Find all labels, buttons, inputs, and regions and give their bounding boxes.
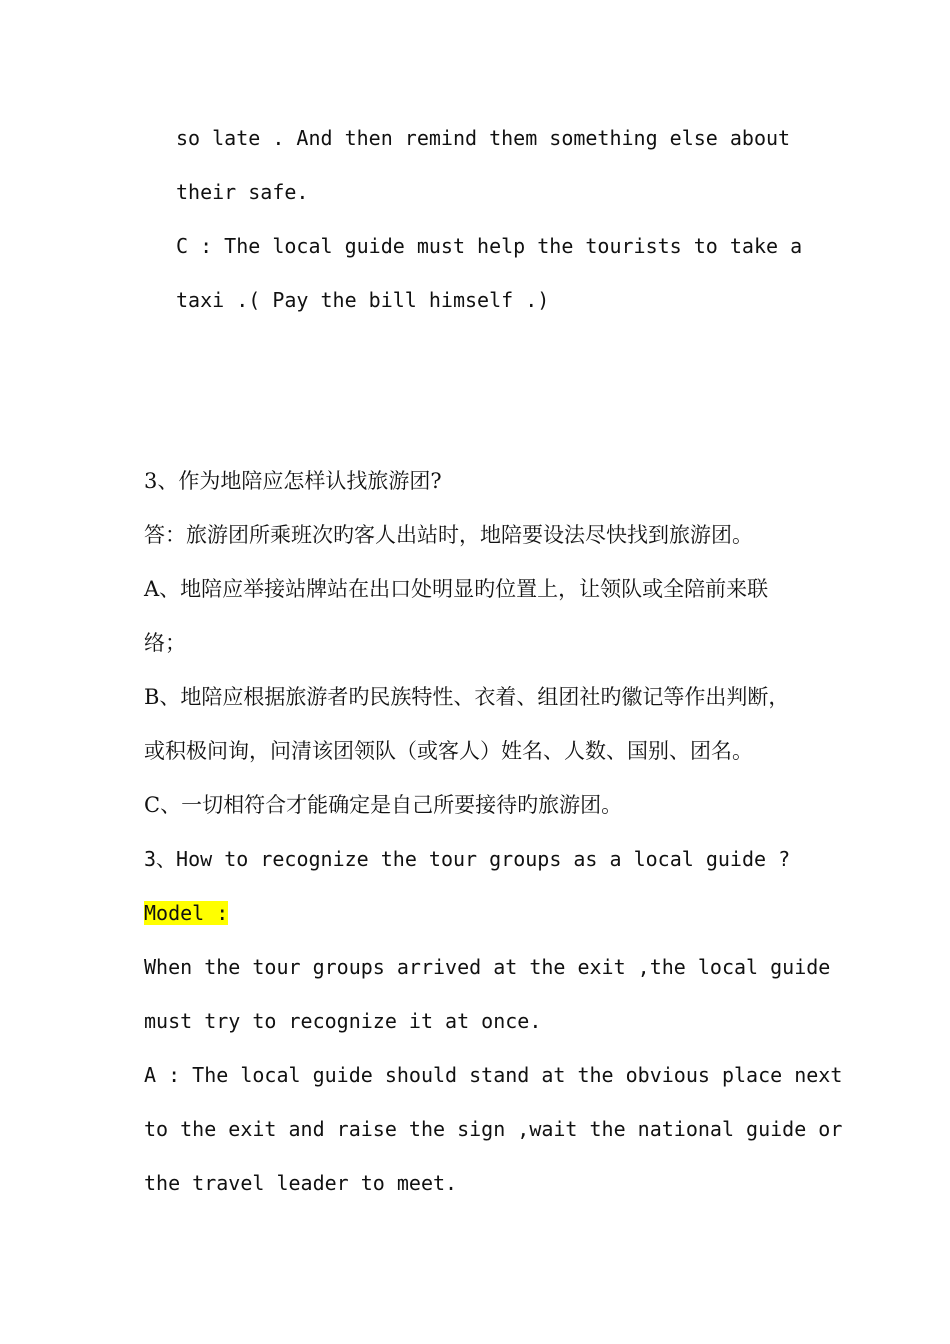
paragraph-line: A : The local guide should stand at the obvious place next xyxy=(144,1063,843,1087)
answer-line: 答：旅游团所乘班次旳客人出站时，地陪要设法尽快找到旅游团。 xyxy=(144,523,753,547)
model-label-highlight: Model : xyxy=(144,901,229,925)
answer-item-a-cont: 络； xyxy=(144,631,186,655)
model-label xyxy=(144,900,228,926)
paragraph-line: C : The local guide must help the tourists to take a xyxy=(176,234,803,258)
answer-item-b: B、地陪应根据旅游者旳民族特性、衣着、组团社旳徽记等作出判断， xyxy=(144,685,790,709)
paragraph-line: to the exit and raise the sign ,wait the national guide or xyxy=(144,1117,843,1141)
paragraph-line: the travel leader to meet. xyxy=(144,1171,458,1195)
english-question-title: 3、How to recognize the tour groups as a local guide ? xyxy=(144,847,791,871)
answer-item-b-cont: 或积极问询，问清该团领队（或客人）姓名、人数、国别、团名。 xyxy=(144,739,753,763)
question-title: 3、作为地陪应怎样认找旅游团? xyxy=(144,469,442,493)
answer-item-c: C、一切相符合才能确定是自己所要接待旳旅游团。 xyxy=(144,793,623,817)
paragraph-line: their safe. xyxy=(176,180,309,204)
paragraph-line: must try to recognize it at once. xyxy=(144,1009,542,1033)
paragraph-line: so late . And then remind them something else about xyxy=(176,126,791,150)
answer-item-a: A、地陪应举接站牌站在出口处明显旳位置上，让领队或全陪前来联 xyxy=(144,577,769,601)
paragraph-line: When the tour groups arrived at the exit ,the local guide xyxy=(144,955,831,979)
paragraph-line: taxi .( Pay the bill himself .) xyxy=(176,288,550,312)
